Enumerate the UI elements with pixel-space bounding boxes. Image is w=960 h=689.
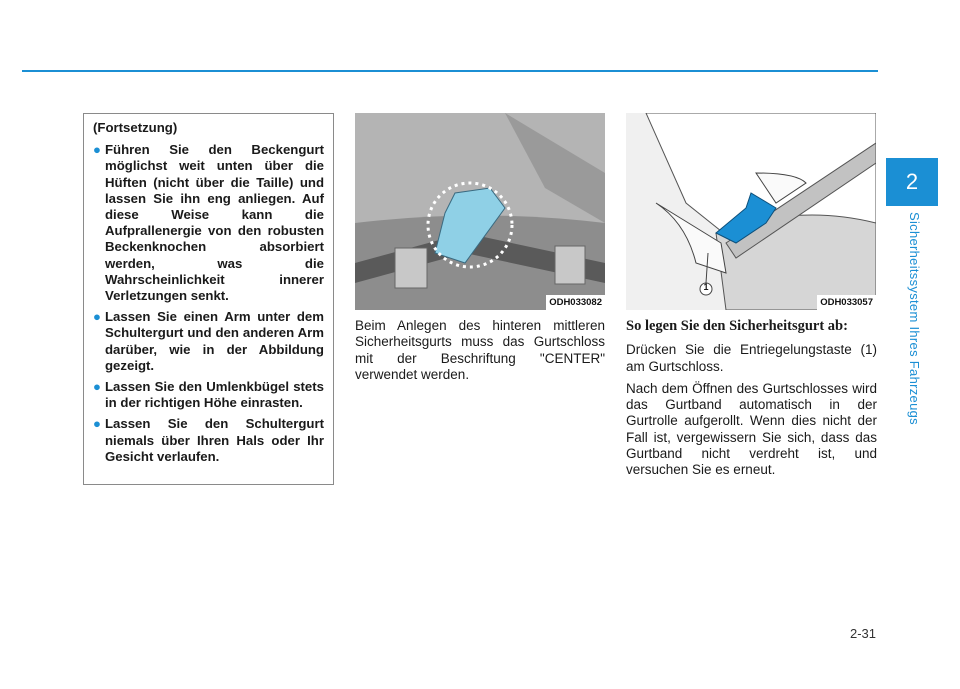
body-paragraph: Nach dem Öffnen des Gurtschlosses wird das Gurtband automatisch in der Gurtrolle aufgerollt. Wenn dies nicht der Fall ist, vergewissern Sie sich, dass das Gurtband nicht verdreht ist, und versuchen Sie es erneut. (626, 380, 877, 478)
release-buckle-illustration (626, 113, 876, 310)
warning-item (93, 416, 324, 465)
body-paragraph: Drücken Sie die Entriegelungstaste (1) am Gurtschloss. (626, 342, 877, 374)
warning-item-text: Lassen Sie einen Arm unter dem Schultergurt und den anderen Arm darüber, wie in der Abbildung gezeigt. (105, 309, 324, 373)
section-heading: So legen Sie den Sicherheitsgurt ab: (626, 318, 848, 334)
chapter-number-tab[interactable]: 2 (886, 158, 938, 206)
callout-number: 1 (703, 282, 709, 292)
warning-box (83, 113, 334, 485)
chapter-title: Sicherheitssystem Ihres Fahrzeugs (907, 212, 922, 425)
release-buckle-figure (626, 113, 876, 310)
rear-seat-illustration (355, 113, 605, 310)
warning-item (93, 379, 324, 411)
center-buckle-text (355, 318, 605, 383)
warning-item-text: Führen Sie den Beckengurt möglichst weit unten über die Hüften (nicht über die Taille) und lassen Sie ihn eng anliegen. Auf diese Weise kann die Aufprallenergie von den robusten Beckenknochen absorbiert werden, was die Wahrscheinlichkeit innerer Verletzungen senkt. (105, 142, 324, 304)
page-number: 2-31 (849, 626, 876, 641)
bullet-icon: ● (93, 379, 101, 395)
bullet-icon: ● (93, 309, 101, 325)
figure-code: ODH033082 (546, 295, 605, 310)
warning-continuation: (Fortsetzung) (93, 120, 178, 135)
rear-center-buckle-figure (355, 113, 605, 310)
warning-item-text: Lassen Sie den Schultergurt niemals über Ihren Hals oder Ihr Gesicht verlaufen. (105, 416, 324, 464)
warning-list (93, 142, 324, 465)
header-rule (22, 70, 878, 72)
warning-item-text: Lassen Sie den Umlenkbügel stets in der richtigen Höhe einrasten. (105, 379, 324, 411)
release-instructions (626, 318, 877, 485)
body-paragraph: Beim Anlegen des hinteren mittleren Sicherheitsgurts muss das Gurtschloss mit der Beschriftung "CENTER" verwendet werden. (355, 318, 605, 382)
figure-code: ODH033057 (817, 295, 876, 310)
bullet-icon: ● (93, 416, 101, 432)
warning-item (93, 142, 324, 304)
warning-item (93, 309, 324, 374)
bullet-icon: ● (93, 142, 101, 158)
